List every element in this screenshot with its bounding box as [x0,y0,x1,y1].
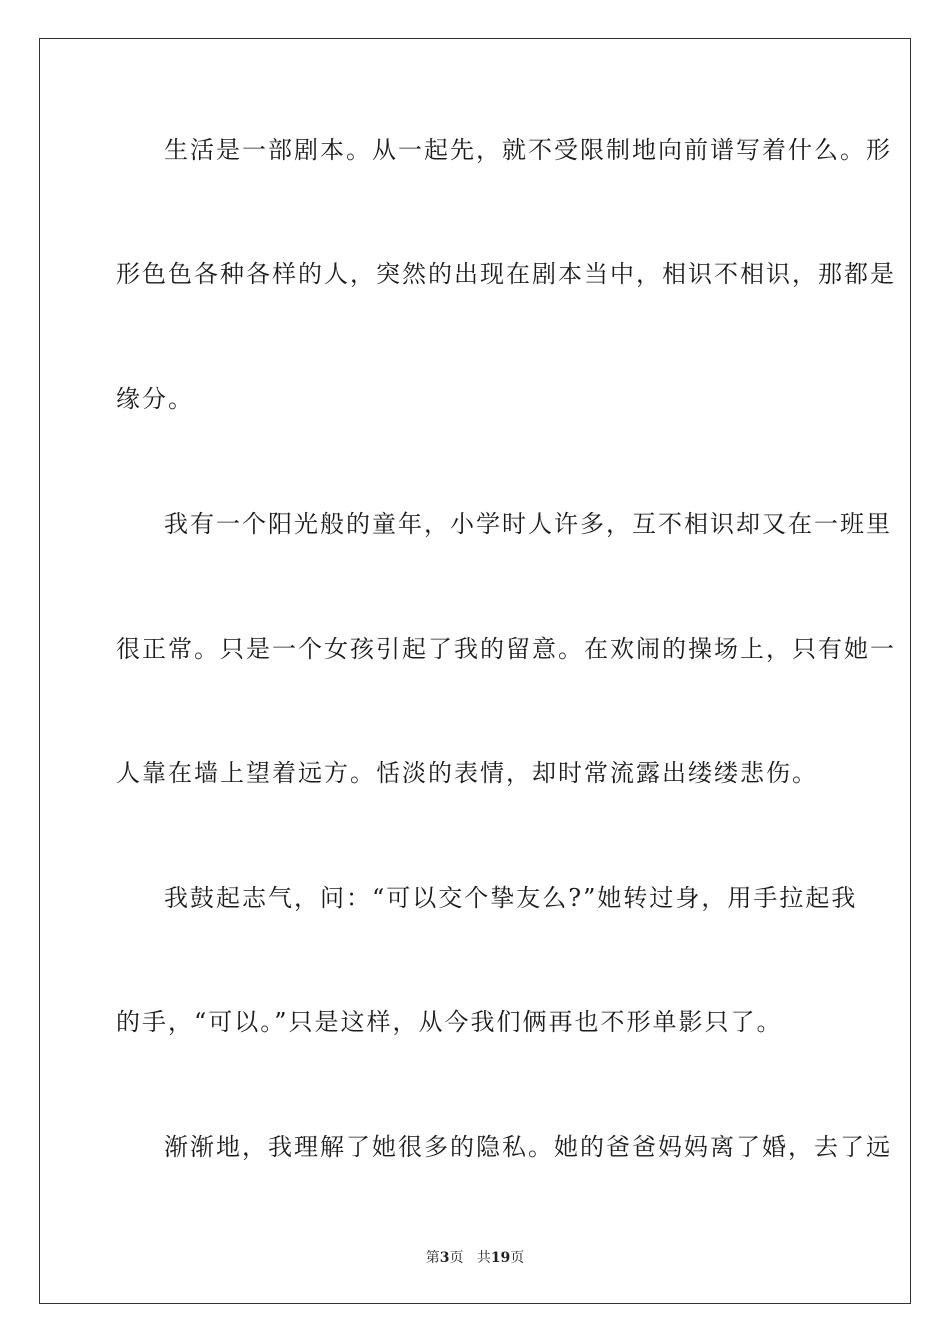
footer-total-number: 19 [490,1250,511,1266]
footer-page-prefix: 第 [425,1250,440,1266]
text-line-9: 渐渐地，我理解了她很多的隐私。她的爸爸妈妈离了婚，去了远 [164,1133,892,1161]
footer-page-suffix: 页 [449,1250,464,1266]
text-line-3: 缘分。 [116,385,194,413]
text-line-2: 形色色各种各样的人，突然的出现在剧本当中，相识不相识，那都是 [116,260,896,288]
text-line-7: 我鼓起志气，问：“可以交个挚友么?”她转过身，用手拉起我 [164,884,858,912]
footer-page-number: 3 [439,1250,450,1266]
text-line-4: 我有一个阳光般的童年，小学时人许多，互不相识却又在一班里 [164,510,892,538]
text-line-1: 生活是一部剧本。从一起先，就不受限制地向前谱写着什么。形 [164,136,892,164]
footer-total-suffix: 页 [510,1250,525,1266]
text-line-5: 很正常。只是一个女孩引起了我的留意。在欢闹的操场上，只有她一 [116,635,896,663]
page-border [39,38,911,1304]
text-line-6: 人靠在墙上望着远方。恬淡的表情，却时常流露出缕缕悲伤。 [116,759,818,787]
text-line-8: 的手，“可以。”只是这样，从今我们俩再也不形单影只了。 [116,1008,783,1036]
footer-total-prefix: 共 [476,1250,491,1266]
page-footer [0,1248,950,1268]
